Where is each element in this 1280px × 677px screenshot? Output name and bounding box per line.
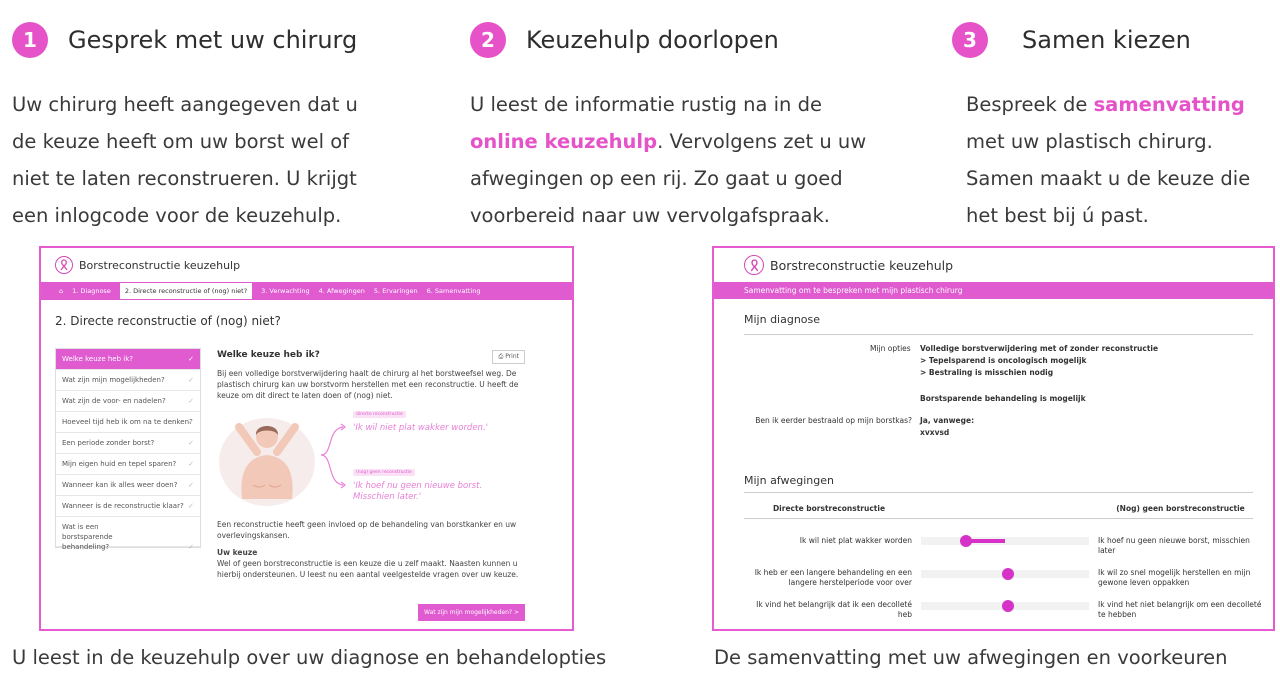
option-quote: 'Ik hoef nu geen nieuwe borst. Misschien later.' [353,481,483,502]
caption-left: U leest in de keuzehulp over uw diagnose en behandelopties [12,646,607,669]
online-keuzehulp-link[interactable]: online keuzehulp [470,130,658,153]
consideration-left: Ik vind het belangrijk dat ik een decolleté heb [756,600,912,619]
option-tag: (nog) geen reconstructie [353,469,415,476]
woman-illustration [217,407,317,507]
ribbon-icon [744,255,764,275]
field-value: Ja, vanwege: [920,416,975,425]
body-text: Een reconstructie heeft geen invloed op de behandeling van borstkanker en uw overlevingskansen. [217,520,517,540]
nav-item-verwachting[interactable]: 3. Verwachting [261,287,310,295]
sidebar-item[interactable]: Mijn eigen huid en tepel sparen? ✓ [56,454,200,475]
body-text: Wel of geen borstreconstructie is een keuze die u zelf maakt. Naasten kunnen u hierbij ondersteunen. U leest nu een aantal veelgestelde vragen over uw keuze. [217,559,519,579]
subheading: Uw keuze [217,548,258,557]
preference-slider[interactable] [921,602,1089,610]
field-value: xvxvsd [920,428,950,437]
caption-right: De samenvatting met uw afwegingen en voorkeuren [714,646,1228,669]
question-heading: Welke keuze heb ik? [217,350,320,360]
step-title: Samen kiezen [1022,26,1191,54]
step-text: U leest de informatie rustig na in de online keuzehulp. Vervolgens zet u uw afwegingen op een rij. Zo gaat u goed voorbereid naar uw vervolgafspraak. [470,93,867,227]
sidebar-item[interactable]: Wat zijn mijn mogelijkheden? ✓ [56,370,200,391]
sidebar-item[interactable]: Welke keuze heb ik? ✓ [56,349,200,370]
print-button[interactable]: ⎙ Print [492,350,525,364]
section-title: Mijn diagnose [744,313,821,326]
consideration-right: Ik hoef nu geen nieuwe borst, misschien later [1098,536,1250,555]
step-number-badge: 1 [12,22,48,58]
sidebar-item[interactable]: Wat zijn de voor- en nadelen? ✓ [56,391,200,412]
step-navigation [41,282,572,300]
column-header: Directe borstreconstructie [772,504,886,513]
nav-item-diagnose[interactable]: 1. Diagnose [72,287,111,295]
step-number-badge: 2 [470,22,506,58]
step-text: Uw chirurg heeft aangegeven dat u de keuze heeft om uw borst wel of niet te laten reconstrueren. U krijgt een inlogcode voor de keuzehulp. [12,93,358,227]
step-text: Bespreek de samenvatting met uw plastisch chirurg. Samen maakt u de keuze die het best bij ú past. [966,93,1251,227]
page-title: 2. Directe reconstructie of (nog) niet? [55,314,281,328]
ribbon-icon [55,256,73,274]
section-title: Mijn afwegingen [744,474,834,487]
brand-name: Borstreconstructie keuzehulp [770,257,954,273]
nav-item-ervaringen[interactable]: 5. Ervaringen [373,287,418,295]
consideration-right: Ik vind het niet belangrijk om een decolleté te hebben [1098,600,1262,619]
step-2 [470,22,910,234]
option-quote: 'Ik wil niet plat wakker worden.' [353,423,488,433]
slider-handle[interactable] [1002,568,1014,580]
preference-slider[interactable] [921,537,1089,545]
consideration-left: Ik wil niet plat wakker worden [799,536,912,545]
step-title: Keuzehulp doorlopen [526,26,779,54]
field-label: Mijn opties [870,344,911,353]
content-panel [217,350,525,616]
field-value: Volledige borstverwijdering met of zonder reconstructie [920,344,1159,353]
next-question-button[interactable]: Wat zijn mijn mogelijkheden? > [418,604,525,621]
step-1 [12,22,432,234]
field-value: Borstsparende behandeling is mogelijk [920,394,1086,403]
summary-banner: Samenvatting om te bespreken met mijn plastisch chirurg [714,282,1273,299]
preference-slider[interactable] [921,570,1089,578]
sidebar-item[interactable]: Wanneer is de reconstructie klaar? ✓ [56,496,200,517]
column-header: (Nog) geen borstreconstructie [1116,504,1245,513]
slider-fill [966,539,1005,543]
option-tag: directe reconstructie [353,411,406,418]
consideration-left: Ik heb er een langere behandeling en een langere herstelperiode voor over [754,568,912,587]
slider-handle[interactable] [1002,600,1014,612]
step-3 [952,22,1272,234]
sidebar-item[interactable]: Wanneer kan ik alles weer doen? ✓ [56,475,200,496]
nav-item-samenvatting[interactable]: 6. Samenvatting [426,287,481,295]
illustration [217,405,525,511]
step-number-badge: 3 [952,22,988,58]
sidebar-item[interactable]: Hoeveel tijd heb ik om na te denken? ✓ [56,412,200,433]
consideration-right: Ik wil zo snel mogelijk herstellen en mijn gewone leven oppakken [1098,568,1251,587]
nav-item-directe-reconstructie[interactable]: 2. Directe reconstructie of (nog) niet? [120,283,252,299]
samenvatting-screenshot [712,246,1275,631]
field-label: Ben ik eerder bestraald op mijn borstkas? [755,416,912,425]
keuzehulp-screenshot [39,246,574,631]
sidebar-item[interactable]: Een periode zonder borst? ✓ [56,433,200,454]
printer-icon: ⎙ [498,353,506,360]
field-value: > Tepelsparend is oncologisch mogelijk [920,356,1087,365]
samenvatting-link[interactable]: samenvatting [1093,93,1245,116]
slider-handle[interactable] [960,535,972,547]
home-icon[interactable]: ⌂ [59,287,64,295]
brace-icon [317,405,357,505]
step-title: Gesprek met uw chirurg [68,26,358,54]
field-value: > Bestraling is misschien nodig [920,368,1054,377]
sidebar-item[interactable]: Wat is een borstsparende behandeling? ✓ [56,517,200,547]
intro-text: Bij een volledige borstverwijdering haalt de chirurg al het borstweefsel weg. De plastisch chirurg kan uw borstvorm herstellen met een reconstructie. U heeft de keuze om dit direct te laten doen of (nog) niet. [217,369,519,400]
question-sidebar [55,348,201,551]
brand-name: Borstreconstructie keuzehulp [79,258,241,272]
nav-item-afwegingen[interactable]: 4. Afwegingen [318,287,365,295]
